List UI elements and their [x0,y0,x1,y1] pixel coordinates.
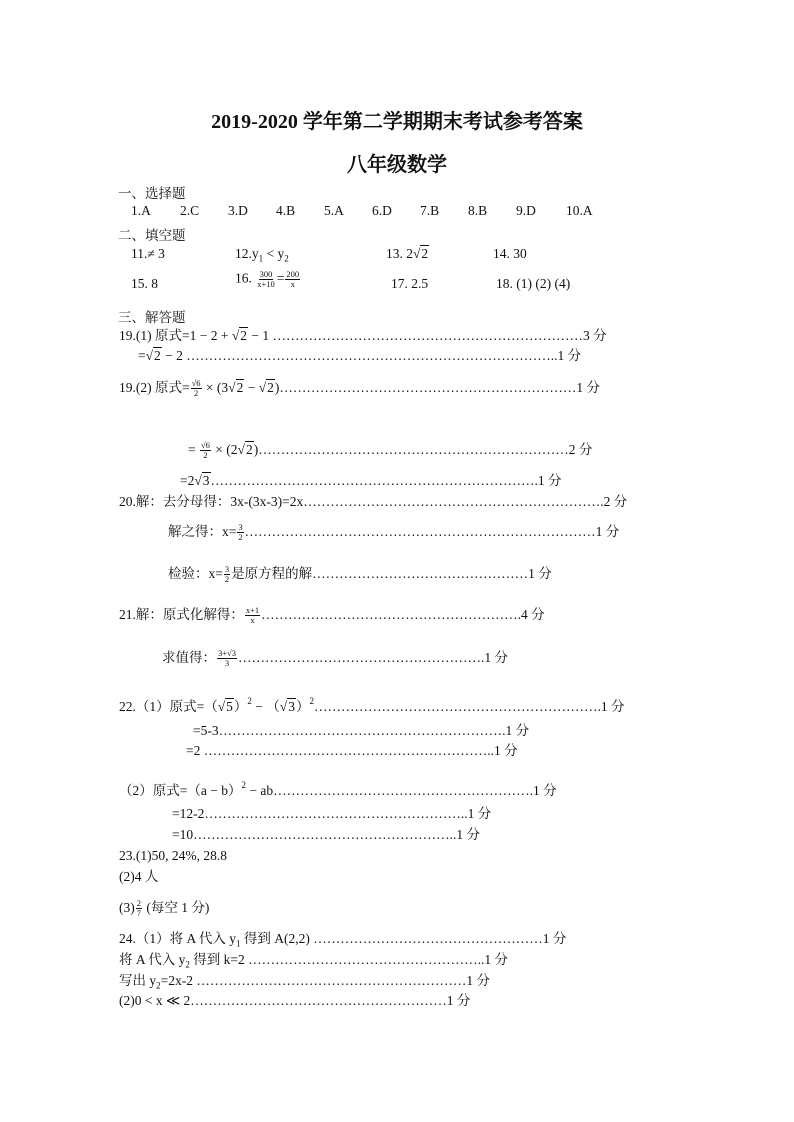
q22-line-3: =2 ………………………………………………………..1 分 [186,743,518,758]
q23-line-1: 23.(1)50, 24%, 28.8 [119,848,227,863]
q23-line-2: (2)4 人 [119,869,159,884]
q24-line-4: (2)0 < x ≪ 2…………………………………………………1 分 [119,993,471,1008]
q21-line-1: 21.解：原式化解得： $\frac{x+1}{x}$ ………………………………………………….4 分 [119,605,545,626]
answer-18: 18. (1) (2) (4) [496,276,571,291]
answer-4: 4.B [276,203,296,218]
answer-5: 5.A [324,203,344,218]
answer-13: 13. 2√2 [386,246,429,261]
q24-line-1: 24.（1）将 A 代入 $y_1$ 得到 A(2,2) ……………………………………………1 分 [119,931,567,949]
q22-line-5: =12-2…………………………………………………..1 分 [172,806,492,821]
q22-line-6: =10…………………………………………………..1 分 [172,827,480,842]
q19-1-line-1: 19.(1) 原式=1 − 2 + √2 − 1 ……………………………………………………………3 分 [119,328,607,343]
q19-2-line-3: =2√3……………………………………………………………….1 分 [180,473,562,488]
section-heading-choice: 一、选择题 [118,186,186,201]
q20-line-2: 解之得：x= $\frac{3}{2}$ ……………………………………………………………………1 分 [168,522,620,543]
answer-10: 10.A [566,203,593,218]
document-subtitle: 八年级数学 [347,154,447,176]
q20-line-1: 20.解：去分母得：3x-(3x-3)=2x………………………………………………………….2 分 [119,494,628,509]
q22-line-2: =5-3……………………………………………………….1 分 [193,723,530,738]
answer-9: 9.D [516,203,536,218]
answer-11: 11.≠ 3 [131,246,165,261]
answer-17: 17. 2.5 [391,276,429,291]
q20-line-3: 检验：x= $\frac{3}{2}$ 是原方程的解…………………………………………1 分 [168,564,552,585]
q21-line-2: 求值得： $\frac{3+√3}{3}$ ……………………………………………….1 分 [162,648,508,669]
section-heading-fill: 二、填空题 [118,228,186,243]
q23-line-3: (3) $\frac{2}{7}$ (每空 1 分) [119,898,210,919]
answer-16: 16. $\frac{300}{x+10}$ = $\frac{200}{x}$ [235,269,300,289]
q19-2-line-2: = $\frac{√6}{2}$ × (2√2)……………………………………………………………2 分 [188,440,593,461]
answer-1: 1.A [131,203,151,218]
q24-line-3: 写出 $y_2=2x-2$ ……………………………………………………1 分 [119,973,490,991]
answer-15: 15. 8 [131,276,158,291]
document-title: 2019-2020 学年第二学期期末考试参考答案 [211,111,583,133]
answer-8: 8.B [468,203,488,218]
answer-14: 14. 30 [493,246,527,261]
q22-line-4: （2）原式$=(a - b)^2$ − ab………………………………………………….1 分 [119,780,557,798]
answer-12: $12.y_1 < y_2$ [235,246,289,264]
q22-line-1: 22.（1）原式$=(√5)^2$ − $(√3)^2\dots\dots\dots\dots\dots\dots\dots\dots\dots\dots\dots\dots\dots\dots\dots\dots\dots\dots\dots\dots\dots.1$ 分 [119,696,625,714]
section-heading-solve: 三、解答题 [118,310,186,325]
q24-line-2: 将 A 代入 $y_2$ 得到 k=2 ……………………………………………..1 分 [119,952,509,970]
q19-1-line-2: =√2 − 2 ………………………………………………………………………..1 分 [138,348,582,363]
answer-3: 3.D [228,203,248,218]
answer-7: 7.B [420,203,440,218]
q19-2-line-1: 19.(2) 原式= $\frac{√6}{2}$ × (3√2 − √2)…………………………………………………………1 分 [119,378,600,399]
answer-2: 2.C [180,203,200,218]
answer-6: 6.D [372,203,392,218]
